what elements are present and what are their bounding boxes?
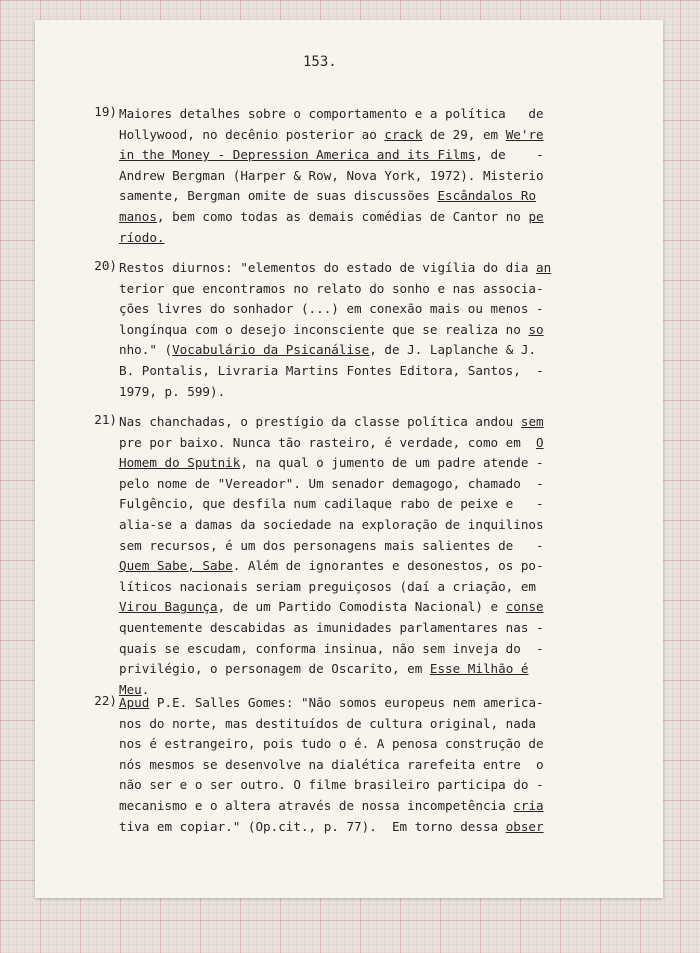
footnote-number: 21) — [94, 412, 117, 427]
text-line — [119, 104, 639, 125]
text-line — [119, 433, 639, 454]
text-segment: , de - — [475, 147, 544, 163]
text-line — [119, 186, 639, 207]
text-line — [119, 145, 639, 166]
text-line — [119, 693, 639, 714]
text-segment: tiva em copiar." (Op.cit., p. 77). Em torno dessa — [119, 818, 506, 834]
text-segment: Nas chanchadas, o prestígio da classe política andou — [119, 414, 521, 429]
text-segment: , de J. Laplanche & J. — [369, 342, 537, 358]
text-line — [119, 577, 639, 598]
text-line — [119, 320, 639, 341]
underlined-text: crack — [384, 126, 423, 142]
text-line — [119, 361, 639, 382]
underlined-text: ríodo. — [119, 229, 165, 245]
text-line — [119, 659, 639, 680]
footnote-number: 22) — [94, 693, 117, 708]
text-line — [119, 258, 639, 279]
text-segment: sem recursos, é um dos personagens mais salientes de - — [119, 537, 544, 553]
text-segment: quentemente descabidas as imunidades parlamentares nas - — [119, 619, 544, 635]
text-line — [119, 618, 639, 639]
text-segment: privilégio, o personagem de Oscarito, em — [119, 661, 430, 677]
footnote-number: 19) — [94, 104, 117, 119]
footnote-text — [119, 693, 639, 837]
text-segment: quais se escudam, conforma insinua, não sem inveja do - — [119, 640, 544, 656]
text-segment: 1979, p. 599). — [119, 383, 226, 399]
text-segment: . — [141, 681, 150, 697]
text-segment: , na qual o jumento de um padre atende - — [240, 455, 544, 471]
footnote-19 — [94, 104, 639, 248]
text-line — [119, 299, 639, 320]
text-line — [119, 817, 639, 838]
text-line — [119, 515, 639, 536]
text-segment: de 29, em — [422, 126, 506, 142]
typewritten-page — [35, 20, 663, 898]
footnote-text — [119, 104, 639, 248]
text-segment: nos é estrangeiro, pois tudo o é. A penosa construção de — [119, 736, 544, 752]
text-line — [119, 340, 639, 361]
text-segment: . Além de ignorantes e desonestos, os po- — [232, 558, 544, 574]
text-segment: alia-se a damas da sociedade na exploração de inquilinos — [119, 516, 544, 532]
footnote-number: 20) — [94, 258, 117, 273]
text-line — [119, 755, 639, 776]
text-segment: , de um Partido Comodista Nacional) e — [217, 599, 506, 615]
page-number: 153. — [303, 54, 337, 70]
underlined-text: Homem do Sputnik — [119, 455, 241, 471]
text-line — [119, 714, 639, 735]
underlined-text: conse — [505, 599, 544, 615]
text-segment: nós mesmos se desenvolve na dialética rarefeita entre o — [119, 756, 544, 772]
text-segment: não ser e o ser outro. O filme brasileiro participa do - — [119, 777, 544, 793]
text-segment: ções livres do sonhador (...) em conexão mais ou menos - — [119, 301, 544, 317]
text-segment: B. Pontalis, Livraria Martins Fontes Editora, Santos, - — [119, 362, 544, 378]
underlined-text: Virou Bagunça — [119, 599, 218, 615]
underlined-text: so — [528, 321, 544, 337]
text-segment: Fulgêncio, que desfila num cadilaque rabo de peixe e - — [119, 496, 544, 512]
underlined-text: sem — [520, 414, 544, 429]
underlined-text: pe — [528, 208, 544, 224]
text-line — [119, 474, 639, 495]
text-line — [119, 412, 639, 433]
text-segment: pre por baixo. Nunca tão rasteiro, é verdade, como em — [119, 434, 537, 450]
text-segment: , bem como todas as demais comédias de Cantor no — [156, 208, 529, 224]
underlined-text: We're — [505, 126, 544, 142]
text-segment: líticos nacionais seriam preguiçosos (daí a criação, em — [119, 578, 537, 594]
footnote-20 — [94, 258, 639, 402]
text-line — [119, 556, 639, 577]
text-line — [119, 228, 639, 249]
text-segment: pelo nome de "Vereador". Um senador demagogo, chamado - — [119, 475, 544, 491]
text-line — [119, 597, 639, 618]
underlined-text: an — [536, 260, 552, 275]
text-segment: Hollywood, no decênio posterior ao — [119, 126, 385, 142]
text-line — [119, 382, 639, 403]
underlined-text: Esse Milhão é — [429, 661, 529, 677]
underlined-text: in the Money - Depression America and its Films — [119, 147, 476, 163]
underlined-text: Vocabulário da Psicanálise — [172, 342, 370, 358]
underlined-text: Meu — [119, 681, 142, 697]
text-segment: longínqua com o desejo inconsciente que se realiza no — [119, 321, 529, 337]
text-segment: Andrew Bergman (Harper & Row, Nova York, 1972). Misterio — [119, 167, 544, 183]
text-line — [119, 166, 639, 187]
text-segment: Restos diurnos: "elementos do estado de vigília do dia — [119, 260, 537, 275]
text-line — [119, 536, 639, 557]
text-line — [119, 453, 639, 474]
text-segment: mecanismo e o altera através de nossa incompetência — [119, 797, 514, 813]
text-segment: Maiores detalhes sobre o comportamento e a política de — [119, 106, 544, 121]
text-segment: nos do norte, mas destituídos de cultura original, nada — [119, 715, 537, 731]
underlined-text: Escândalos Ro — [437, 188, 537, 204]
text-line — [119, 734, 639, 755]
footnote-text — [119, 412, 639, 700]
text-line — [119, 207, 639, 228]
text-line — [119, 494, 639, 515]
underlined-text: Apud — [119, 695, 150, 710]
text-line — [119, 125, 639, 146]
underlined-text: O — [536, 434, 544, 450]
text-line — [119, 639, 639, 660]
underlined-text: manos — [119, 208, 157, 224]
footnote-text — [119, 258, 639, 402]
text-segment: samente, Bergman omite de suas discussões — [119, 188, 438, 204]
footnote-21 — [94, 412, 639, 700]
text-segment: P.E. Salles Gomes: "Não somos europeus nem america- — [149, 695, 544, 710]
footnote-22 — [94, 693, 639, 837]
underlined-text: Quem Sabe, Sabe — [119, 558, 233, 574]
text-segment: nho." ( — [119, 342, 173, 358]
underlined-text: obser — [505, 818, 544, 834]
underlined-text: cria — [513, 797, 544, 813]
text-line — [119, 796, 639, 817]
text-line — [119, 775, 639, 796]
text-segment: terior que encontramos no relato do sonho e nas associa- — [119, 280, 544, 296]
text-line — [119, 279, 639, 300]
